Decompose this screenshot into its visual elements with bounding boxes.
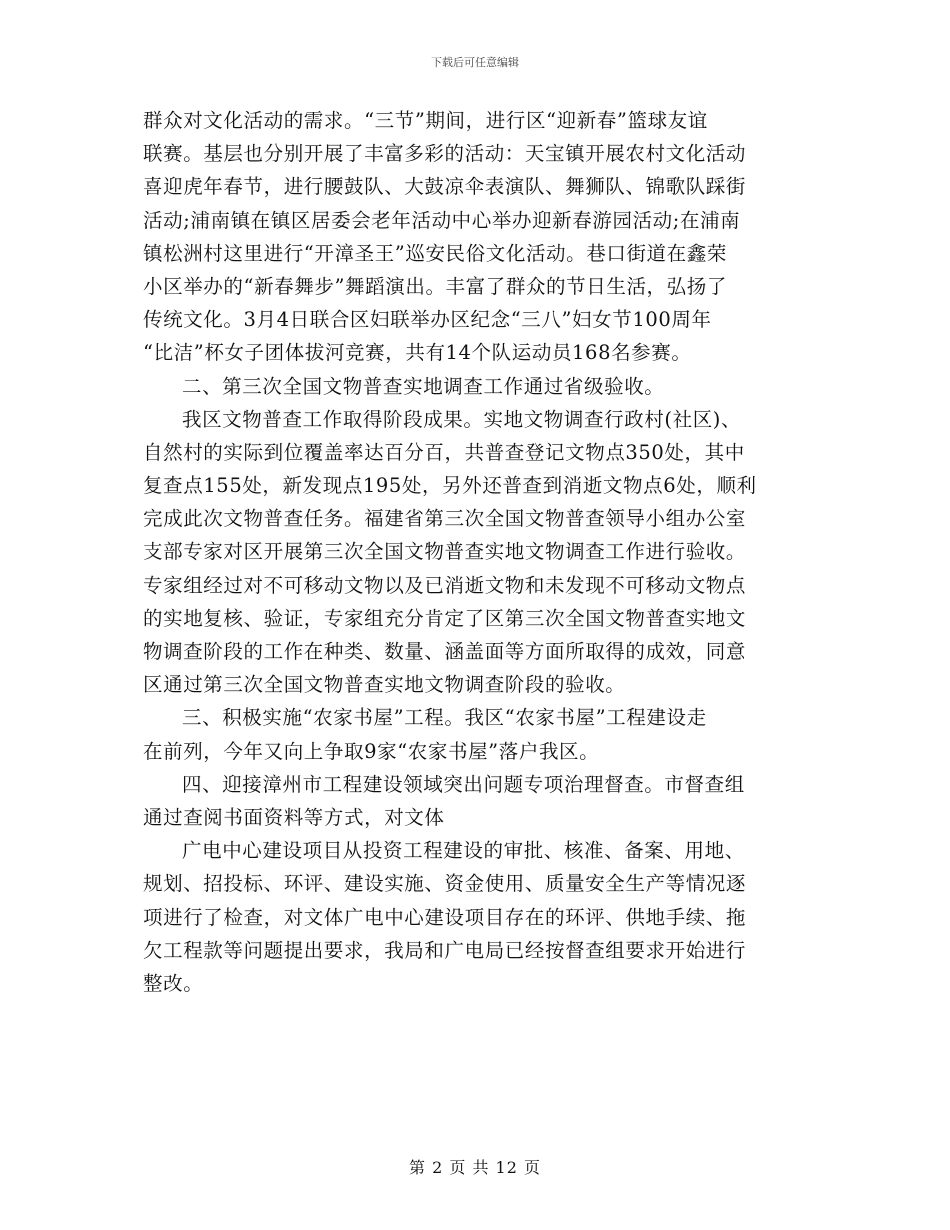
text-line: 联赛。基层也分别开展了丰富多彩的活动：天宝镇开展农村文化活动: [143, 142, 747, 166]
text-line: 规划、招投标、环评、建设实施、资金使用、质量安全生产等情况逐: [143, 872, 747, 896]
text-line: 欠工程款等问题提出要求，我局和广电局已经按督查组要求开始进行: [143, 938, 747, 962]
text-line: 复查点155处，新发现点195处，另外还普查到消逝文物点6处，顺利: [143, 474, 757, 498]
page-header: 下载后可任意编辑: [431, 56, 519, 69]
text-line: 完成此次文物普查任务。福建省第三次全国文物普查领导小组办公室: [143, 507, 747, 531]
text-line: 广电中心建设项目从投资工程建设的审批、核准、备案、用地、: [182, 839, 745, 863]
text-line: 三、积极实施“农家书屋”工程。我区“农家书屋”工程建设走: [182, 706, 707, 730]
text-line: 镇松洲村这里进行“开漳圣王”巡安民俗文化活动。巷口街道在鑫荣: [143, 241, 727, 265]
text-line: 在前列，今年又向上争取9家“农家书屋”落户我区。: [143, 739, 600, 763]
text-line: 自然村的实际到位覆盖率达百分百，共普查登记文物点350处，其中: [143, 440, 745, 464]
text-line: 通过查阅书面资料等方式，对文体: [143, 805, 445, 829]
text-line: 活动;浦南镇在镇区居委会老年活动中心举办迎新春游园活动;在浦南: [143, 208, 741, 232]
text-line: 喜迎虎年春节，进行腰鼓队、大鼓凉伞表演队、舞狮队、锦歌队踩街: [143, 175, 747, 199]
body-text: [143, 104, 808, 1000]
text-line: 的实地复核、验证，专家组充分肯定了区第三次全国文物普查实地文: [143, 606, 747, 630]
text-line: 传统文化。3月4日联合区妇联举办区纪念“三八”妇女节100周年: [143, 308, 712, 332]
text-line: 项进行了检查，对文体广电中心建设项目存在的环评、供地手续、拖: [143, 905, 747, 929]
text-line: 二、第三次全国文物普查实地调查工作通过省级验收。: [182, 374, 665, 398]
page-footer: 第 2 页 共 12 页: [409, 1158, 541, 1177]
text-line: 小区举办的“新春舞步”舞蹈演出。丰富了群众的节日生活，弘扬了: [143, 274, 727, 298]
text-line: 四、迎接漳州市工程建设领域突出问题专项治理督查。市督查组: [182, 772, 745, 796]
text-line: 群众对文化活动的需求。“三节”期间，进行区“迎新春”篮球友谊: [143, 109, 708, 132]
text-line: 专家组经过对不可移动文物以及已消逝文物和未发现不可移动文物点: [143, 573, 747, 597]
text-line: 物调查阶段的工作在种类、数量、涵盖面等方面所取得的成效，同意: [143, 640, 747, 663]
text-line: 区通过第三次全国文物普查实地文物调查阶段的验收。: [143, 673, 626, 697]
text-line: 支部专家对区开展第三次全国文物普查实地文物调查工作进行验收。: [143, 540, 747, 564]
text-line: 我区文物普查工作取得阶段成果。实地文物调查行政村(社区)、: [182, 407, 742, 431]
text-line: “比洁”杯女子团体拔河竞赛，共有14个队运动员168名参赛。: [143, 341, 692, 365]
text-line: 整改。: [143, 971, 204, 995]
